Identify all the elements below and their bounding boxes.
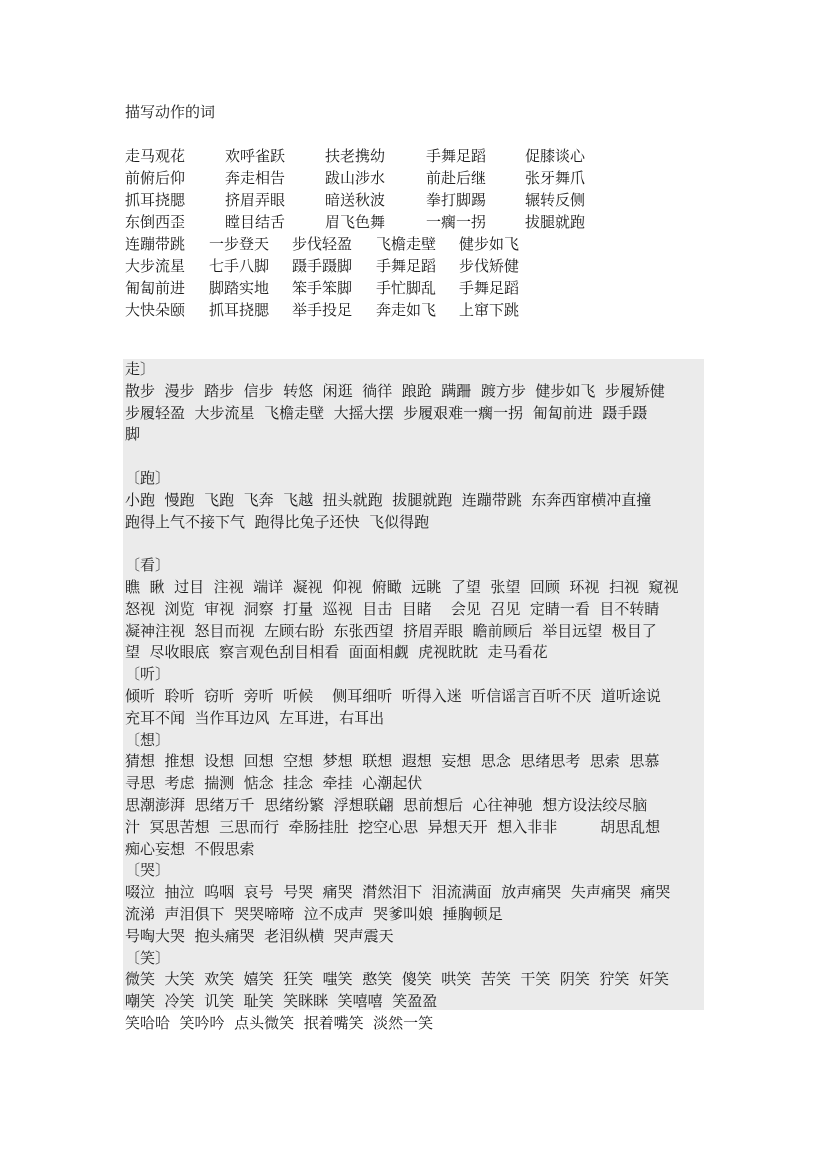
idiom: 抓耳挠腮	[209, 301, 270, 319]
text-line: 充耳不闻 当作耳边风 左耳进，右耳出	[125, 708, 385, 727]
text-line: 〔听〕	[125, 665, 171, 684]
text-line: 〔笑〕	[125, 948, 171, 967]
idiom-row	[125, 167, 725, 189]
idiom: 手舞足蹈	[376, 257, 437, 275]
idiom: 蹑手蹑脚	[292, 257, 353, 275]
idiom: 前俯后仰	[125, 169, 186, 187]
idiom: 手忙脚乱	[376, 279, 437, 297]
idiom: 抓耳挠腮	[125, 191, 186, 209]
idiom: 健步如飞	[459, 235, 520, 253]
page-title: 描写动作的词	[125, 103, 216, 121]
idiom: 暗送秋波	[325, 191, 386, 209]
idiom: 奔走相告	[225, 169, 286, 187]
idiom: 大步流星	[125, 257, 186, 275]
text-line: 痴心妄想 不假思索	[125, 839, 255, 858]
idiom: 欢呼雀跃	[225, 147, 286, 165]
idiom: 七手八脚	[209, 257, 270, 275]
idiom-row	[125, 145, 725, 167]
text-line: 〔看〕	[125, 556, 171, 575]
text-line: 思潮澎湃 思绪万千 思绪纷繁 浮想联翩 思前想后 心往神驰 想方设法绞尽脑	[125, 795, 648, 814]
text-line: 散步 漫步 踏步 信步 转悠 闲逛 徜徉 踉跄 蹒跚 踱方步 健步如飞 步履矫健	[125, 381, 665, 400]
idiom: 前赴后继	[426, 169, 487, 187]
text-line	[125, 446, 705, 468]
text-line: 怒视 浏览 审视 洞察 打量 巡视 目击 目睹 会见 召见 定睛一看 目不转睛	[125, 599, 660, 618]
idiom-row	[125, 189, 725, 211]
text-line: 号啕大哭 抱头痛哭 老泪纵横 哭声震天	[125, 926, 394, 945]
idiom-table	[125, 145, 725, 321]
word-list	[125, 359, 705, 1035]
idiom: 连蹦带跳	[125, 235, 186, 253]
text-line: 小跑 慢跑 飞跑 飞奔 飞越 扭头就跑 拔腿就跑 连蹦带跳 东奔西窜横冲直撞	[125, 490, 652, 509]
idiom: 张牙舞爪	[525, 169, 586, 187]
text-line: 〔哭〕	[125, 861, 171, 880]
text-line: 寻思 考虑 揣测 惦念 挂念 牵挂 心潮起伏	[125, 774, 423, 793]
text-line: 猜想 推想 设想 回想 空想 梦想 联想 遐想 妄想 思念 思绪思考 思索 思慕	[125, 752, 660, 771]
idiom: 步伐矫健	[459, 257, 520, 275]
idiom: 一步登天	[209, 235, 270, 253]
idiom-row	[125, 277, 725, 299]
text-line: 笑哈哈 笑吟吟 点头微笑 抿着嘴笑 淡然一笑	[125, 1013, 434, 1032]
idiom: 笨手笨脚	[292, 279, 353, 297]
idiom: 手舞足蹈	[426, 147, 487, 165]
text-line: 流涕 声泪俱下 哭哭啼啼 泣不成声 哭爹叫娘 捶胸顿足	[125, 904, 503, 923]
idiom-row	[125, 211, 725, 233]
idiom: 瞠目结舌	[225, 213, 286, 231]
idiom: 匍匐前进	[125, 279, 186, 297]
idiom: 上窜下跳	[459, 301, 520, 319]
text-line: 步履轻盈 大步流星 飞檐走壁 大摇大摆 步履艰难一瘸一拐 匍匐前进 蹑手蹑	[125, 403, 648, 422]
idiom: 辗转反侧	[525, 191, 586, 209]
idiom: 扶老携幼	[325, 147, 386, 165]
idiom: 飞檐走壁	[376, 235, 437, 253]
idiom: 走马观花	[125, 147, 186, 165]
idiom: 跋山涉水	[325, 169, 386, 187]
text-line	[125, 533, 705, 555]
text-line: 瞧 瞅 过目 注视 端详 凝视 仰视 俯瞰 远眺 了望 张望 回顾 环视 扫视 窥视	[125, 577, 679, 596]
idiom: 挤眉弄眼	[225, 191, 286, 209]
idiom: 拔腿就跑	[525, 213, 586, 231]
idiom: 大快朵颐	[125, 301, 186, 319]
text-line: 凝神注视 怒目而视 左顾右盼 东张西望 挤眉弄眼 瞻前顾后 举目远望 极目了	[125, 621, 657, 640]
idiom: 步伐轻盈	[292, 235, 353, 253]
idiom: 东倒西歪	[125, 213, 186, 231]
text-line: 跑得上气不接下气 跑得比兔子还快 飞似得跑	[125, 512, 430, 531]
idiom: 奔走如飞	[376, 301, 437, 319]
text-line: 微笑 大笑 欢笑 嬉笑 狂笑 嗤笑 憨笑 傻笑 哄笑 苦笑 干笑 阴笑 狞笑 奸笑	[125, 970, 669, 989]
idiom-row	[125, 255, 725, 277]
idiom: 手舞足蹈	[459, 279, 520, 297]
idiom: 脚踏实地	[209, 279, 270, 297]
text-line: 汁 冥思苦想 三思而行 牵肠挂肚 挖空心思 异想天开 想入非非 胡思乱想	[125, 817, 661, 836]
idiom: 一瘸一拐	[426, 213, 487, 231]
text-line: 嘲笑 冷笑 讥笑 耻笑 笑眯眯 笑嘻嘻 笑盈盈	[125, 992, 438, 1011]
text-line: 倾听 聆听 窃听 旁听 听候 侧耳细听 听得入迷 听信谣言百听不厌 道听途说	[125, 686, 661, 705]
idiom-row	[125, 299, 725, 321]
idiom: 拳打脚踢	[426, 191, 487, 209]
text-line: 〔想〕	[125, 730, 171, 749]
text-line: 脚	[125, 425, 141, 444]
idiom: 眉飞色舞	[325, 213, 386, 231]
idiom: 促膝谈心	[525, 147, 586, 165]
idiom: 举手投足	[292, 301, 353, 319]
text-line: 〔跑〕	[125, 468, 171, 487]
text-line: 啜泣 抽泣 呜咽 哀号 号哭 痛哭 潸然泪下 泪流满面 放声痛哭 失声痛哭 痛哭	[125, 883, 671, 902]
idiom-row	[125, 233, 725, 255]
text-line: 走〕	[125, 360, 156, 378]
text-line: 望 尽收眼底 察言观色刮目相看 面面相觑 虎视眈眈 走马看花	[125, 643, 548, 662]
